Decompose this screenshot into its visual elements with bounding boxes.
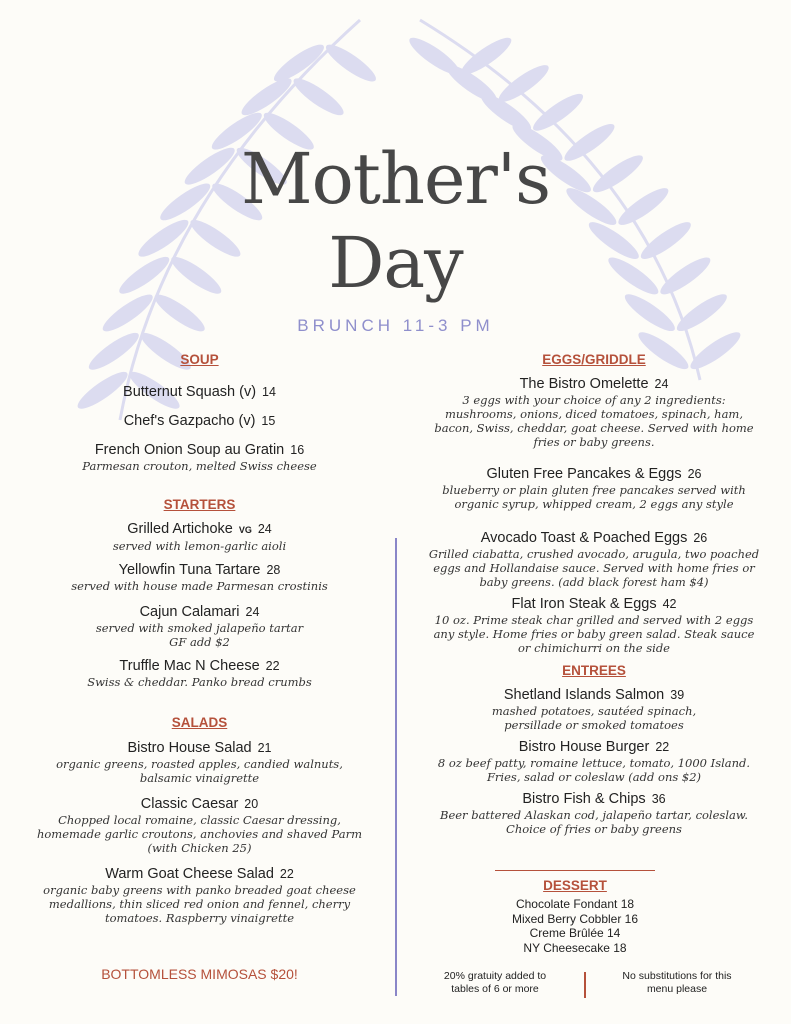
- menu-item-name: The Bistro Omelette 24: [519, 376, 669, 392]
- menu-item-name: Shetland Islands Salmon 39: [503, 687, 685, 703]
- menu-item-desc: organic syrup, whipped cream, 2 eggs any style: [454, 497, 734, 511]
- menu-item-desc: (with Chicken 25): [147, 841, 252, 855]
- bottomless-mimosas: BOTTOMLESS MIMOSAS $20!: [101, 966, 298, 982]
- menu-item-desc: Parmesan crouton, melted Swiss cheese: [82, 459, 317, 473]
- menu-item-desc: bacon, Swiss, cheddar, goat cheese. Served with home: [434, 421, 754, 435]
- menu-item-desc: Choice of fries or baby greens: [506, 822, 682, 836]
- menu-item-desc: Fries, salad or coleslaw (add ons $2): [486, 770, 702, 784]
- section-heading-salads: SALADS: [171, 715, 228, 730]
- menu-item-name: Yellowfin Tuna Tartare 28: [118, 562, 281, 578]
- menu-item-desc: persillade or smoked tomatoes: [504, 718, 684, 732]
- menu-item-desc: fries or baby greens.: [533, 435, 655, 449]
- menu-item-desc: organic greens, roasted apples, candied walnuts,: [56, 757, 343, 771]
- menu-item-name: Classic Caesar 20: [140, 796, 259, 812]
- menu-item-name: Flat Iron Steak & Eggs 42: [511, 596, 677, 612]
- menu-item-desc: Chopped local romaine, classic Caesar dressing,: [58, 813, 341, 827]
- gratuity-note: 20% gratuity added to tables of 6 or more: [443, 970, 547, 995]
- menu-item-desc: tomatoes. Raspberry vinaigrette: [104, 911, 295, 925]
- menu-item-desc: balsamic vinaigrette: [139, 771, 260, 785]
- menu-item-desc: eggs and Hollandaise sauce. Served with home fries or: [433, 561, 755, 575]
- right-column: [404, 352, 784, 836]
- menu-item-desc: Beer battered Alaskan cod, jalapeño tartar, coleslaw.: [440, 808, 748, 822]
- substitutions-note: No substitutions for this menu please: [622, 970, 732, 995]
- menu-item-desc: 3 eggs with your choice of any 2 ingredients:: [462, 393, 726, 407]
- menu-item-desc: organic baby greens with panko breaded goat cheese: [43, 883, 356, 897]
- menu-item-desc: GF add $2: [169, 635, 230, 649]
- footer-divider: [584, 972, 586, 998]
- leaf: [322, 39, 380, 87]
- section-heading-eggs: EGGS/GRIDDLE: [542, 352, 646, 367]
- dessert-item: Chocolate Fondant 18: [515, 897, 635, 911]
- title-line-1: Mother's: [240, 138, 551, 220]
- menu-item-name: Bistro Fish & Chips 36: [522, 791, 666, 807]
- leaf: [495, 60, 553, 108]
- menu-item-name: Gluten Free Pancakes & Eggs 26: [486, 466, 702, 482]
- menu-item-desc: medallions, thin sliced red onion and fennel, cherry: [48, 897, 351, 911]
- leaf: [405, 32, 463, 80]
- menu-item-name: Grilled Artichoke VG 24: [127, 521, 272, 537]
- section-heading-dessert: DESSERT: [543, 878, 607, 893]
- left-column: [12, 352, 387, 925]
- dessert-item: NY Cheesecake 18: [523, 940, 627, 955]
- menu-item-name: Chef's Gazpacho (v) 15: [123, 413, 276, 429]
- menu-item-name: Bistro House Salad 21: [127, 740, 272, 756]
- menu-item-name: French Onion Soup au Gratin 16: [94, 442, 305, 458]
- menu-item-desc: served with smoked jalapeño tartar: [95, 621, 304, 635]
- menu-item-desc: 8 oz beef patty, romaine lettuce, tomato, 1000 Island.: [437, 756, 751, 770]
- menu-item-desc: mushrooms, onions, diced tomatoes, spinach, ham,: [445, 407, 743, 421]
- dessert-item: Mixed Berry Cobbler 16: [511, 911, 639, 926]
- menu-item-desc: served with house made Parmesan crostinis: [71, 579, 328, 593]
- dessert-section: [440, 878, 710, 955]
- title-line-2: Day: [328, 222, 463, 304]
- menu-item-desc: any style. Home fries or baby green salad. Steak sauce: [433, 627, 755, 641]
- menu-item-name: Avocado Toast & Poached Eggs 26: [480, 530, 708, 546]
- subtitle: BRUNCH 11-3 PM: [297, 316, 494, 335]
- menu-item-name: Warm Goat Cheese Salad 22: [105, 866, 294, 882]
- menu-item-name: Butternut Squash (v) 14: [123, 384, 276, 400]
- section-heading-entrees: ENTREES: [562, 663, 626, 678]
- leaf: [289, 73, 347, 121]
- leaf: [457, 32, 515, 80]
- dessert-item: Creme Brûlée 14: [529, 926, 621, 940]
- section-heading-starters: STARTERS: [163, 497, 236, 512]
- menu-item-desc: Grilled ciabatta, crushed avocado, arugula, two poached: [428, 547, 760, 561]
- menu-item-name: Truffle Mac N Cheese 22: [119, 658, 280, 674]
- menu-item-name: Cajun Calamari 24: [139, 604, 260, 620]
- menu-item-desc: 10 oz. Prime steak char grilled and served with 2 eggs: [434, 613, 754, 627]
- section-heading-soup: SOUP: [180, 352, 219, 367]
- menu-item-desc: or chimichurri on the side: [518, 641, 670, 655]
- menu-item-desc: Swiss & cheddar. Panko bread crumbs: [87, 675, 312, 689]
- dessert-rule: [495, 870, 655, 871]
- menu-item-desc: mashed potatoes, sautéed spinach,: [491, 704, 697, 718]
- menu-item-desc: baby greens. (add black forest ham $4): [479, 575, 709, 589]
- menu-item-name: Bistro House Burger 22: [518, 739, 670, 755]
- menu-item-desc: homemade garlic croutons, anchovies and shaved Parm: [36, 827, 363, 841]
- column-divider: [395, 538, 397, 996]
- menu-item-desc: blueberry or plain gluten free pancakes served with: [442, 483, 746, 497]
- menu-item-desc: served with lemon-garlic aioli: [112, 539, 287, 553]
